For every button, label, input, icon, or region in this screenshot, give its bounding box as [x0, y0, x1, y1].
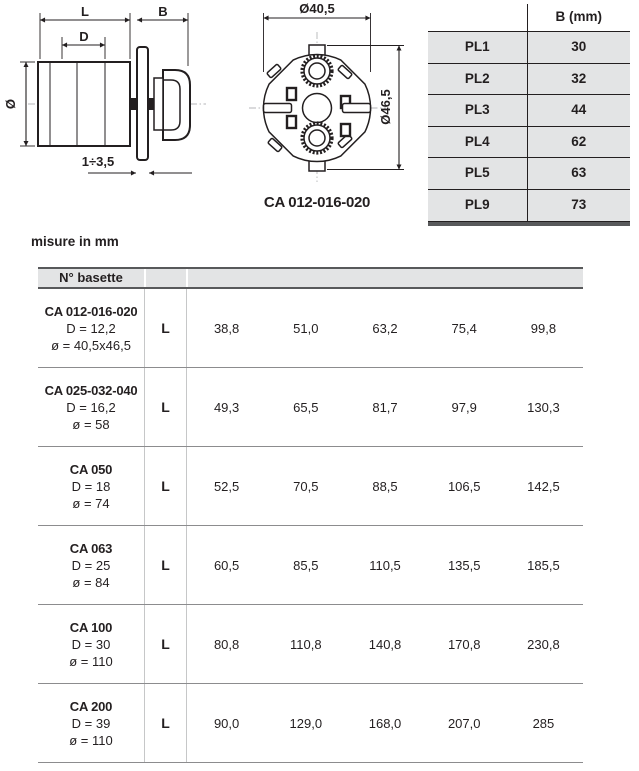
model-diameter: ø = 110	[69, 653, 113, 669]
header-basette: N° basette	[59, 270, 123, 285]
header-col-number	[346, 269, 425, 287]
length-value: 85,5	[293, 557, 319, 573]
mounting-slot	[343, 104, 371, 113]
length-value: 170,8	[447, 636, 481, 652]
model-name: CA 050	[69, 461, 113, 477]
header-col-number	[425, 269, 504, 287]
handle-model: PL2	[464, 70, 490, 86]
model-name: CA 063	[69, 540, 113, 556]
shaft	[130, 98, 138, 110]
length-value: 63,2	[372, 320, 398, 336]
b-value: 63	[527, 158, 630, 189]
table-bottom-bar	[428, 221, 630, 226]
length-value: 106,5	[447, 478, 481, 494]
dim-label-height: Ø46,5	[378, 89, 393, 125]
dimensions-table	[38, 267, 583, 763]
value-cells	[186, 605, 583, 683]
b-table-row	[428, 94, 630, 126]
length-value: 168,0	[368, 715, 402, 731]
length-value: 130,3	[527, 399, 560, 415]
b-table-header-empty	[428, 4, 527, 31]
mounting-slot	[264, 104, 292, 113]
dim-letter: L	[144, 368, 186, 446]
b-table-row	[428, 126, 630, 158]
model-name: CA 100	[69, 619, 113, 635]
handle-model: PL9	[464, 196, 490, 212]
model-cell	[38, 447, 144, 525]
model-cell	[38, 368, 144, 446]
handle-base	[154, 78, 163, 130]
model-shaft-d: D = 16,2	[66, 399, 116, 415]
handle-model: PL3	[464, 102, 490, 118]
length-value: 75,4	[451, 320, 477, 336]
terminal-hole	[341, 124, 350, 136]
length-value: 60,5	[213, 557, 240, 573]
b-table-header-label: B (mm)	[527, 4, 630, 31]
units-note: misure in mm	[31, 234, 119, 249]
table-row	[38, 368, 583, 447]
value-cells	[186, 684, 583, 762]
model-name: CA 025-032-040	[44, 382, 138, 398]
table-row	[38, 447, 583, 526]
model-diameter: ø = 84	[72, 574, 110, 590]
table-row	[38, 684, 583, 763]
length-value: 88,5	[372, 478, 398, 494]
length-value: 70,5	[293, 478, 319, 494]
b-value: 44	[527, 95, 630, 126]
length-value: 135,5	[447, 557, 481, 573]
length-value: 97,9	[451, 399, 477, 415]
terminal-hole	[287, 116, 296, 128]
model-name: CA 200	[69, 698, 113, 714]
model-diameter: ø = 74	[72, 495, 110, 511]
handle-model: PL1	[464, 39, 490, 54]
drawing-caption: CA 012-016-020	[263, 194, 371, 211]
side-view-drawing	[0, 0, 220, 190]
center-hole	[303, 94, 332, 123]
b-value: 62	[527, 127, 630, 158]
b-table-row	[428, 157, 630, 189]
dim-letter: L	[144, 289, 186, 367]
dim-letter: L	[144, 526, 186, 604]
table-row	[38, 289, 583, 368]
b-table-row	[428, 63, 630, 95]
front-view-drawing	[238, 0, 420, 215]
table-row	[38, 605, 583, 684]
dim-letter: L	[144, 684, 186, 762]
model-cell	[38, 526, 144, 604]
switch-body	[38, 62, 130, 146]
value-cells	[186, 526, 583, 604]
model-diameter: ø = 40,5x46,5	[51, 337, 131, 353]
model-cell	[38, 605, 144, 683]
header-value-columns	[186, 269, 583, 287]
header-col-number	[188, 269, 267, 287]
b-value: 30	[527, 32, 630, 63]
handle-model: PL4	[464, 133, 490, 149]
b-table-row	[428, 31, 630, 63]
length-value: 207,0	[447, 715, 481, 731]
length-value: 51,0	[293, 320, 319, 336]
header-col-number	[267, 269, 346, 287]
length-value: 110,8	[290, 636, 322, 652]
b-table-row	[428, 189, 630, 221]
length-value: 129,0	[289, 715, 323, 731]
length-value: 49,3	[213, 399, 240, 415]
model-diameter: ø = 58	[72, 416, 110, 432]
length-value: 99,8	[530, 320, 557, 336]
b-dimension-table	[428, 4, 630, 226]
model-name: CA 012-016-020	[44, 303, 138, 319]
model-diameter: ø = 110	[69, 732, 113, 748]
length-value: 140,8	[368, 636, 402, 652]
dim-label-width: Ø40,5	[299, 1, 335, 16]
header-empty	[144, 269, 186, 287]
length-value: 230,8	[527, 636, 560, 652]
length-value: 81,7	[372, 399, 398, 415]
model-shaft-d: D = 18	[71, 478, 111, 494]
dim-label-D: D	[79, 29, 89, 44]
length-value: 38,8	[213, 320, 240, 336]
length-value: 80,8	[213, 636, 240, 652]
model-shaft-d: D = 39	[71, 715, 111, 731]
value-cells	[186, 289, 583, 367]
dim-label-diameter: Ø	[3, 98, 18, 110]
length-value: 142,5	[527, 478, 560, 494]
length-value: 110,5	[369, 557, 401, 573]
b-value: 73	[527, 190, 630, 221]
table-row	[38, 526, 583, 605]
model-cell	[38, 684, 144, 762]
model-shaft-d: D = 12,2	[66, 320, 116, 336]
model-cell	[38, 289, 144, 367]
dimensions-table-header	[38, 267, 583, 289]
model-shaft-d: D = 25	[71, 557, 111, 573]
length-value: 185,5	[527, 557, 560, 573]
dim-label-B: B	[158, 4, 168, 19]
dim-letter: L	[144, 447, 186, 525]
length-value: 90,0	[213, 715, 240, 731]
dim-label-thickness: 1÷3,5	[81, 154, 115, 169]
value-cells	[186, 368, 583, 446]
front-plate	[137, 47, 148, 160]
handle-model: PL5	[464, 165, 490, 181]
terminal-hole	[287, 88, 296, 100]
length-value: 52,5	[213, 478, 240, 494]
value-cells	[186, 447, 583, 525]
b-value: 32	[527, 64, 630, 95]
length-value: 65,5	[293, 399, 319, 415]
length-value: 285	[532, 715, 555, 731]
header-col-number	[504, 269, 583, 287]
dim-letter: L	[144, 605, 186, 683]
model-shaft-d: D = 30	[71, 636, 111, 652]
dim-label-L: L	[81, 4, 89, 19]
b-table-header	[428, 4, 630, 31]
